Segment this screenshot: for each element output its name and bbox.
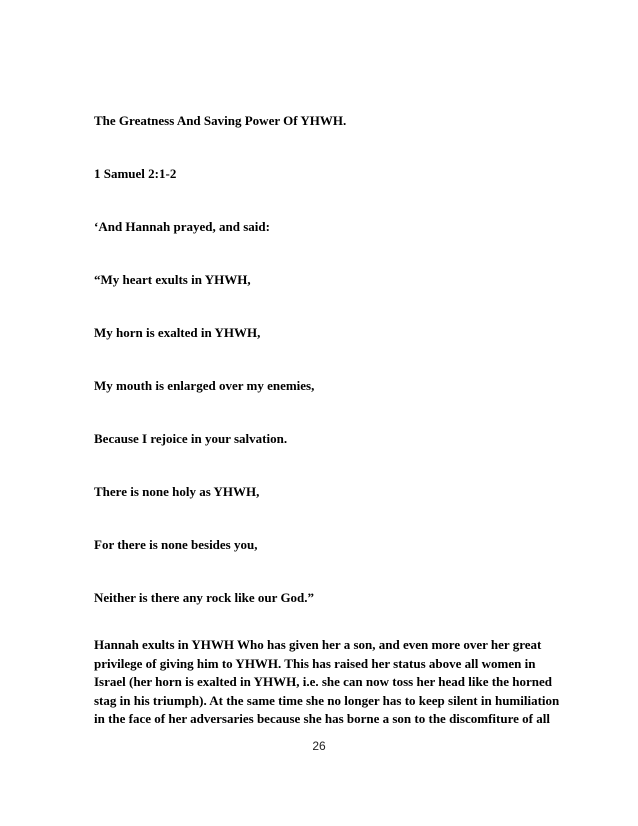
verse-line: ‘And Hannah prayed, and said: <box>94 219 270 234</box>
verse-line: There is none holy as YHWH, <box>94 484 260 499</box>
verse-line: Because I rejoice in your salvation. <box>94 431 288 446</box>
verse-line: For there is none besides you, <box>94 537 258 552</box>
document-heading: The Greatness And Saving Power Of YHWH. <box>94 113 347 128</box>
page-number: 26 <box>312 739 326 753</box>
paragraph-line: stag in his triumph). At the same time she no longer has to keep silent in humiliation <box>94 692 560 708</box>
scripture-reference: 1 Samuel 2:1-2 <box>94 166 177 181</box>
verse-line: Neither is there any rock like our God.” <box>94 590 315 605</box>
paragraph-line: in the face of her adversaries because she has borne a son to the discomfiture of all <box>94 711 550 727</box>
paragraph-line: Hannah exults in YHWH Who has given her a son, and even more over her great <box>94 637 542 652</box>
verse-line: “My heart exults in YHWH, <box>94 272 251 287</box>
verse-line: My horn is exalted in YHWH, <box>94 325 261 340</box>
commentary-paragraph <box>94 636 560 729</box>
paragraph-line: Israel (her horn is exalted in YHWH, i.e. she can now toss her head like the horned <box>94 674 553 690</box>
verse-line: My mouth is enlarged over my enemies, <box>94 378 315 393</box>
paragraph-line: privilege of giving him to YHWH. This has raised her status above all women in <box>94 655 536 671</box>
